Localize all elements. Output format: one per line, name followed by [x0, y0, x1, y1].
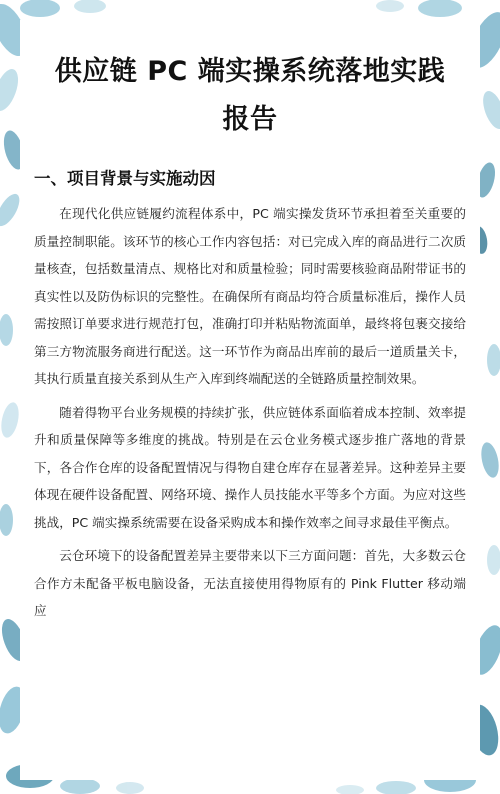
- report-title: [20, 20, 480, 144]
- section-heading-background: 一、项目背景与实施动因: [34, 169, 216, 188]
- report-page: [20, 20, 480, 780]
- paragraph-2: 随着得物平台业务规模的持续扩张，供应链体系面临着成本控制、效率提升和质量保障等多维度的挑战。特别是在云仓业务模式逐步推广落地的背景下，各合作仓库的设备配置情况与得物自建仓库存在显著差异。这种差异主要体现在硬件设备配置、网络环境、操作人员技能水平等多个方面。为应对这些挑战，PC 端实操系统需要在设备采购成本和操作效率之间寻求最佳平衡点。: [34, 404, 466, 530]
- paragraph-3: 云仓环境下的设备配置差异主要带来以下三方面问题：首先，大多数云仓合作方未配备平板电脑设备，无法直接使用得物原有的 Pink Flutter 移动端应: [34, 548, 466, 618]
- report-title-line-2: 报告: [222, 104, 278, 135]
- report-title-line-1: 供应链 PC 端实操系统落地实践: [54, 56, 446, 87]
- paragraph-1: 在现代化供应链履约流程体系中，PC 端实操发货环节承担着至关重要的质量控制职能。该环节的核心工作内容包括：对已完成入库的商品进行二次质量核查，包括数量清点、规格比对和质量检验；同时需要核验商品附带证书的真实性以及防伪标识的完整性。在确保所有商品均符合质量标准后，操作人员需按照订单要求进行规范打包，准确打印并粘贴物流面单，最终将包裹交接给第三方物流服务商进行配送。这一环节作为商品出库前的最后一道质量关卡，其执行质量直接关系到从生产入库到终端配送的全链路质量控制效果。: [34, 206, 466, 386]
